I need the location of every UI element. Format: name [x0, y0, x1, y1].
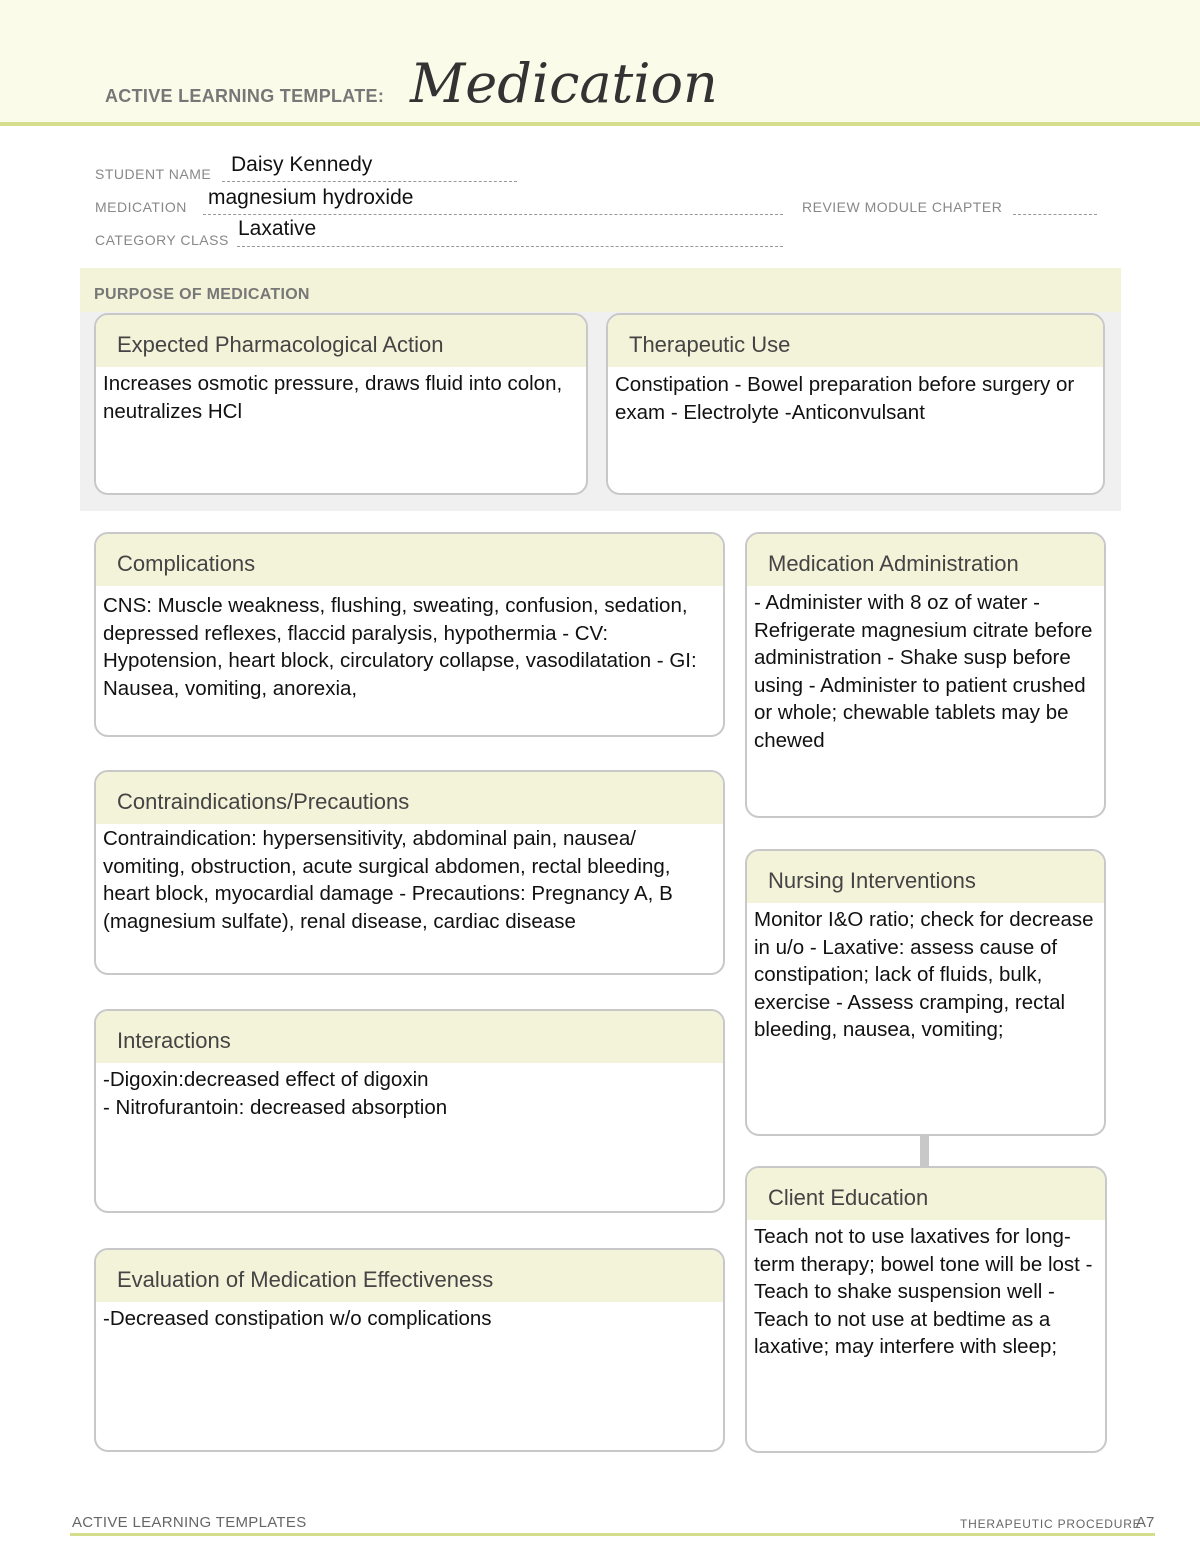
review-module-label: REVIEW MODULE CHAPTER: [802, 199, 1003, 215]
evaluation-box: [94, 1248, 725, 1452]
category-class-label: CATEGORY CLASS: [95, 232, 229, 248]
footer-rule: [70, 1533, 1155, 1536]
interactions-title: Interactions: [96, 1011, 723, 1063]
contraindications-text[interactable]: Contraindication: hypersensitivity, abdominal pain, nausea/ vomiting, obstruction, acute surgical abdomen, rectal bleeding, heart block, myocardial damage - Precautions: Pregnancy A, B (magnesium sulfate), renal disease, cardiac disease: [103, 827, 673, 933]
expected-action-text[interactable]: Increases osmotic pressure, draws fluid into colon, neutralizes HCl: [103, 372, 563, 423]
therapeutic-use-text[interactable]: Constipation - Bowel preparation before surgery or exam - Electrolyte -Anticonvulsant: [615, 373, 1075, 424]
student-name-line: [222, 181, 517, 182]
category-class-line: [237, 246, 783, 247]
review-module-line: [1013, 214, 1097, 215]
footer-right: THERAPEUTIC PROCEDURE: [960, 1517, 1142, 1531]
medication-administration-title: Medication Administration: [747, 534, 1104, 586]
evaluation-title: Evaluation of Medication Effectiveness: [96, 1250, 723, 1302]
template-label: ACTIVE LEARNING TEMPLATE:: [105, 86, 385, 106]
complications-text[interactable]: CNS: Muscle weakness, flushing, sweating, confusion, sedation, depressed reflexes, flaccid paralysis, hypothermia - CV: Hypotension, heart block, circulatory collapse, vasodilatation - GI: Nausea, vomiting, anorexia,: [103, 594, 697, 700]
footer-page-number: A7: [1136, 1514, 1155, 1531]
interaction-item: - Nitrofurantoin: decreased absorption: [103, 1095, 448, 1119]
client-education-text[interactable]: Teach not to use laxatives for long-term therapy; bowel tone will be lost - Teach to shake suspension well - Teach to not use at bedtime as a laxative; may interfere with sleep;: [754, 1225, 1093, 1358]
complications-box: [94, 532, 725, 737]
client-education-box: [745, 1166, 1107, 1453]
nursing-interventions-text[interactable]: Monitor I&O ratio; check for decrease in u/o - Laxative: assess cause of constipation; lack of fluids, bulk, exercise - Assess cramping, rectal bleeding, nausea, vomiting;: [754, 908, 1094, 1041]
expected-action-title: Expected Pharmacological Action: [96, 315, 586, 367]
student-name-field[interactable]: Daisy Kennedy: [231, 153, 373, 176]
expected-action-box: [94, 313, 588, 495]
therapeutic-use-box: [606, 313, 1105, 495]
medication-administration-box: [745, 532, 1106, 818]
contraindications-title: Contraindications/Precautions: [96, 772, 723, 824]
footer-left: ACTIVE LEARNING TEMPLATES: [72, 1514, 307, 1531]
connector-line: [920, 1136, 929, 1166]
medication-line: [203, 214, 783, 215]
student-name-label: STUDENT NAME: [95, 166, 212, 182]
category-class-field[interactable]: Laxative: [238, 217, 317, 240]
purpose-label: PURPOSE OF MEDICATION: [94, 286, 310, 303]
interactions-box: [94, 1009, 725, 1213]
contraindications-box: [94, 770, 725, 975]
interactions-text[interactable]: [96, 1063, 723, 1121]
page-title: Medication: [410, 52, 718, 115]
nursing-interventions-title: Nursing Interventions: [747, 851, 1104, 903]
medication-administration-text[interactable]: - Administer with 8 oz of water - Refrigerate magnesium citrate before administration - Shake susp before using - Administer to patient crushed or whole; chewable tablets may be chewed: [754, 591, 1093, 752]
client-education-title: Client Education: [747, 1168, 1105, 1220]
medication-label: MEDICATION: [95, 199, 187, 215]
header-rule: [0, 122, 1200, 126]
nursing-interventions-box: [745, 849, 1106, 1136]
complications-title: Complications: [96, 534, 723, 586]
evaluation-text[interactable]: -Decreased constipation w/o complications: [103, 1307, 492, 1330]
interaction-item: -Digoxin:decreased effect of digoxin: [103, 1068, 429, 1091]
medication-field[interactable]: magnesium hydroxide: [208, 186, 414, 209]
therapeutic-use-title: Therapeutic Use: [608, 315, 1103, 367]
